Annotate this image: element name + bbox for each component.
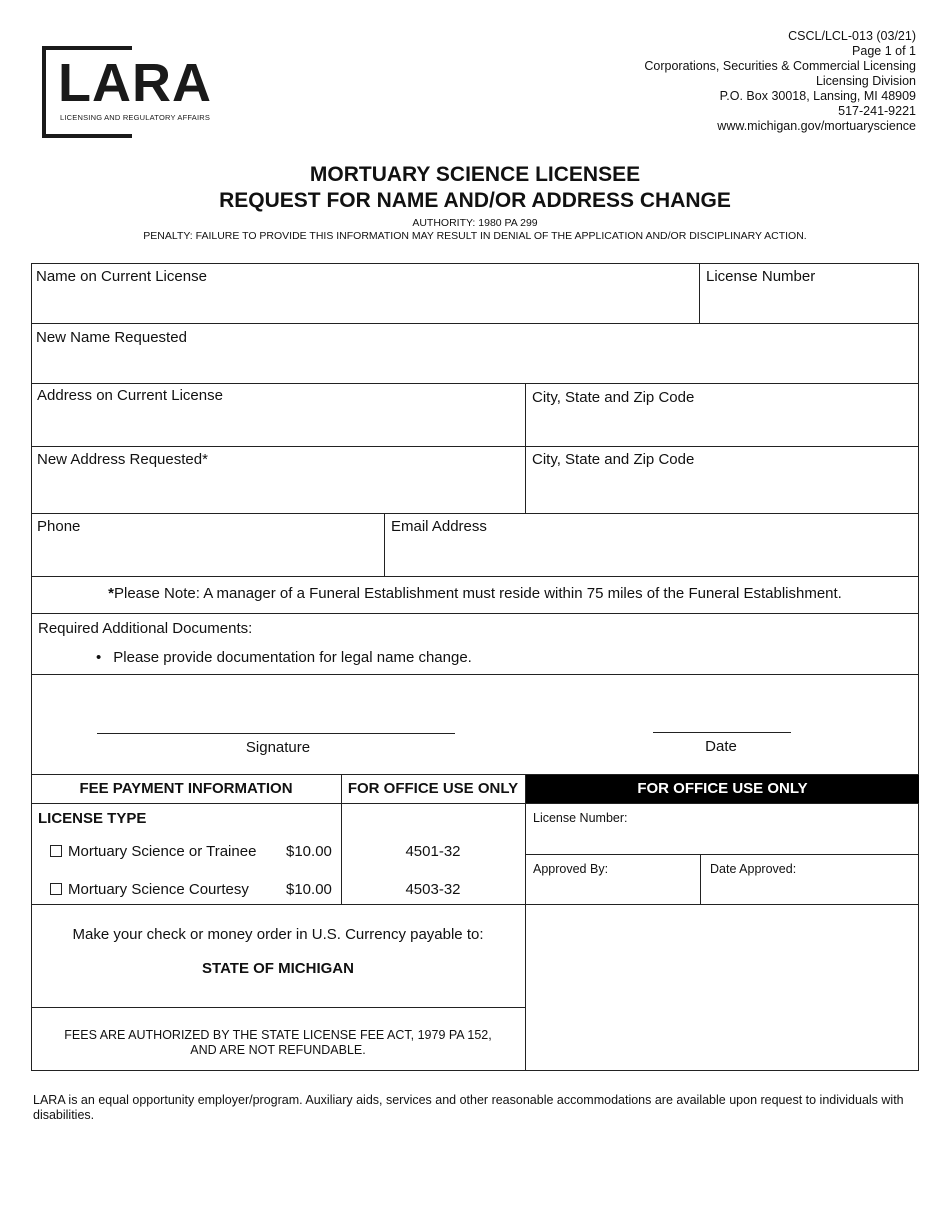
office-license-number-label: License Number: — [533, 811, 628, 825]
trainee-checkbox[interactable] — [50, 845, 62, 857]
fee-item-code: 4503-32 — [405, 881, 461, 898]
phone-label: Phone — [37, 518, 81, 535]
office-use-header: FOR OFFICE USE ONLY — [347, 780, 519, 797]
page-number: Page 1 of 1 — [852, 44, 916, 58]
department: Corporations, Securities & Commercial Licensing — [644, 59, 916, 73]
date-line[interactable] — [653, 732, 791, 733]
city-state-zip-label-1: City, State and Zip Code — [532, 389, 695, 406]
fee-item-code: 4501-32 — [405, 843, 461, 860]
new-address-label: New Address Requested* — [37, 451, 208, 468]
doc-bullet-item — [96, 649, 472, 666]
office-use-header-dark: FOR OFFICE USE ONLY — [526, 775, 919, 803]
form-id: CSCL/LCL-013 (03/21) — [788, 29, 916, 43]
license-number-label: License Number — [706, 268, 816, 285]
mailing-address: P.O. Box 30018, Lansing, MI 48909 — [719, 89, 916, 103]
signature-line[interactable] — [97, 733, 455, 734]
logo-word: LARA — [58, 53, 212, 113]
manager-note — [31, 585, 919, 602]
email-label: Email Address — [391, 518, 487, 535]
courtesy-checkbox[interactable] — [50, 883, 62, 895]
approved-by-label: Approved By: — [533, 862, 609, 876]
fee-item-courtesy — [50, 881, 249, 898]
name-current-label: Name on Current License — [36, 268, 207, 285]
form-title-line2: REQUEST FOR NAME AND/OR ADDRESS CHANGE — [219, 189, 731, 212]
payable-text: Make your check or money order in U.S. Currency payable to: — [72, 926, 484, 943]
lara-logo — [42, 46, 212, 142]
note-star: * — [108, 585, 114, 602]
new-name-label: New Name Requested — [36, 329, 187, 346]
authority: AUTHORITY: 1980 PA 299 — [412, 217, 538, 229]
fee-item-price: $10.00 — [286, 881, 332, 898]
required-docs-label: Required Additional Documents: — [38, 620, 253, 637]
bullet-icon: • — [96, 649, 102, 666]
doc-bullet-text: Please provide documentation for legal name change. — [113, 649, 472, 666]
license-type-label: LICENSE TYPE — [38, 810, 147, 827]
date-label: Date — [705, 738, 737, 755]
logo-tagline: LICENSING AND REGULATORY AFFAIRS — [60, 113, 211, 122]
division: Licensing Division — [815, 74, 916, 88]
phone-number: 517-241-9221 — [838, 104, 916, 118]
note-text: Please Note: A manager of a Funeral Establishment must reside within 75 miles of the Funeral Establishment. — [113, 585, 842, 602]
form-title-line1: MORTUARY SCIENCE LICENSEE — [309, 163, 641, 186]
fees-note-line2: AND ARE NOT REFUNDABLE. — [190, 1043, 366, 1057]
form-title-block — [0, 162, 950, 243]
website: www.michigan.gov/mortuaryscience — [717, 119, 916, 133]
agency-header — [644, 29, 916, 134]
address-current-label: Address on Current License — [37, 387, 223, 404]
fee-item-trainee — [50, 843, 256, 860]
city-state-zip-label-2: City, State and Zip Code — [532, 451, 695, 468]
date-approved-label: Date Approved: — [710, 862, 797, 876]
fee-item-label: Mortuary Science Courtesy — [68, 881, 249, 898]
fee-payment-header: FEE PAYMENT INFORMATION — [79, 780, 293, 797]
equal-opportunity-footer: LARA is an equal opportunity employer/program. Auxiliary aids, services and other reasonable accommodations are available upon request to individuals with disabilities. — [33, 1093, 904, 1122]
fee-item-label: Mortuary Science or Trainee — [68, 843, 257, 860]
fees-note-line1: FEES ARE AUTHORIZED BY THE STATE LICENSE FEE ACT, 1979 PA 152, — [64, 1028, 492, 1042]
payee: STATE OF MICHIGAN — [202, 960, 354, 977]
penalty: PENALTY: FAILURE TO PROVIDE THIS INFORMATION MAY RESULT IN DENIAL OF THE APPLICATION AND/OR DISCIPLINARY ACTION. — [143, 230, 807, 242]
signature-label: Signature — [245, 739, 311, 756]
fee-item-price: $10.00 — [286, 843, 332, 860]
